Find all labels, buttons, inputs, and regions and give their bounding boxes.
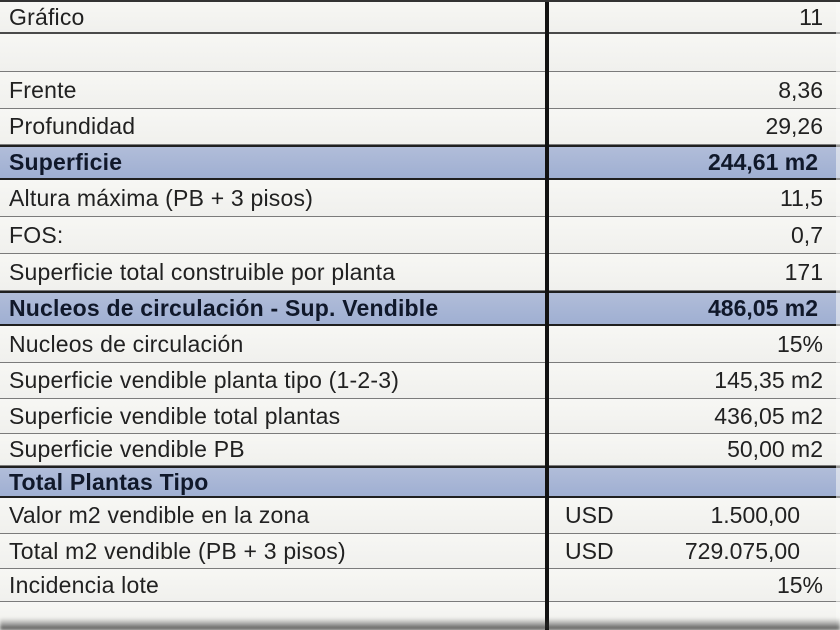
table-row[interactable] [0,254,840,291]
row-value: 15% [776,571,823,598]
row-label-cell[interactable]: Nucleos de circulación [9,330,244,357]
row-value: 8,36 [778,76,823,103]
table-row[interactable] [0,569,840,602]
row-value-cell[interactable] [545,434,840,465]
row-value: 11 [799,3,823,30]
row-label-cell[interactable]: Altura máxima (PB + 3 pisos) [9,184,314,211]
row-label-cell[interactable]: Frente [9,76,77,103]
table-row[interactable] [0,434,840,466]
row-value-cell[interactable] [545,180,840,216]
table-row[interactable] [0,72,840,109]
row-label-cell[interactable]: Superficie vendible PB [9,436,245,462]
table-row[interactable] [0,145,840,180]
row-value-cell[interactable] [545,293,840,324]
row-value-cell[interactable] [545,602,840,630]
row-value-cell[interactable] [545,498,840,533]
row-label-cell[interactable]: Superficie vendible total plantas [9,402,341,429]
row-value: 15% [776,330,823,357]
table-row[interactable] [0,498,840,534]
table-row[interactable] [0,109,840,145]
row-value-cell[interactable] [545,109,840,144]
table-row[interactable] [0,217,840,254]
currency-label: USD [565,537,614,564]
table-row[interactable] [0,363,840,399]
row-value-cell[interactable] [545,326,840,362]
row-label-cell[interactable]: Total m2 vendible (PB + 3 pisos) [9,537,346,564]
row-value: 729.075,00 [684,537,800,564]
row-value-cell[interactable] [545,399,840,433]
table-row[interactable] [0,180,840,217]
row-value-cell[interactable] [545,34,840,71]
row-value: 11,5 [779,184,823,211]
row-label-cell[interactable]: Incidencia lote [9,571,160,598]
row-value-cell[interactable] [545,569,840,601]
column-divider-line [545,2,549,630]
row-label-cell[interactable]: Superficie total construible por planta [9,258,396,285]
row-label-cell[interactable]: FOS: [9,221,64,248]
row-label-cell[interactable]: Valor m2 vendible en la zona [9,502,310,528]
table-row[interactable] [0,34,840,72]
row-value: 145,35 m2 [714,367,823,393]
row-value-cell[interactable] [545,468,840,496]
row-label-cell[interactable]: Gráfico [9,3,85,30]
currency-label: USD [565,502,614,528]
table-row[interactable] [0,326,840,363]
row-value-cell[interactable] [545,534,840,568]
row-value: 244,61 m2 [708,149,818,175]
row-label-cell[interactable]: Profundidad [9,113,136,139]
row-label-cell[interactable]: Total Plantas Tipo [9,468,209,495]
row-value: 0,7 [791,221,823,248]
table-row[interactable] [0,602,840,630]
table-row[interactable] [0,399,840,434]
table-row[interactable] [0,466,840,498]
row-value-cell[interactable] [545,363,840,398]
row-value: 29,26 [765,113,823,139]
row-value: 171 [784,258,823,285]
row-value-cell[interactable] [545,2,840,32]
row-value-cell[interactable] [545,254,840,290]
row-value-cell[interactable] [545,72,840,108]
row-value-cell[interactable] [545,217,840,253]
row-label-cell[interactable]: Superficie [9,149,123,175]
table-row[interactable] [0,534,840,569]
row-value: 436,05 m2 [714,402,823,429]
right-edge-gutter [836,2,840,630]
row-label-cell[interactable]: Superficie vendible planta tipo (1-2-3) [9,367,400,393]
row-label-cell[interactable]: Nucleos de circulación - Sup. Vendible [9,295,439,321]
table-row[interactable] [0,291,840,326]
row-value: 486,05 m2 [708,295,818,321]
table-row[interactable] [0,2,840,34]
row-value: 50,00 m2 [727,436,823,462]
row-value: 1.500,00 [710,502,800,528]
row-value-cell[interactable] [545,147,840,178]
